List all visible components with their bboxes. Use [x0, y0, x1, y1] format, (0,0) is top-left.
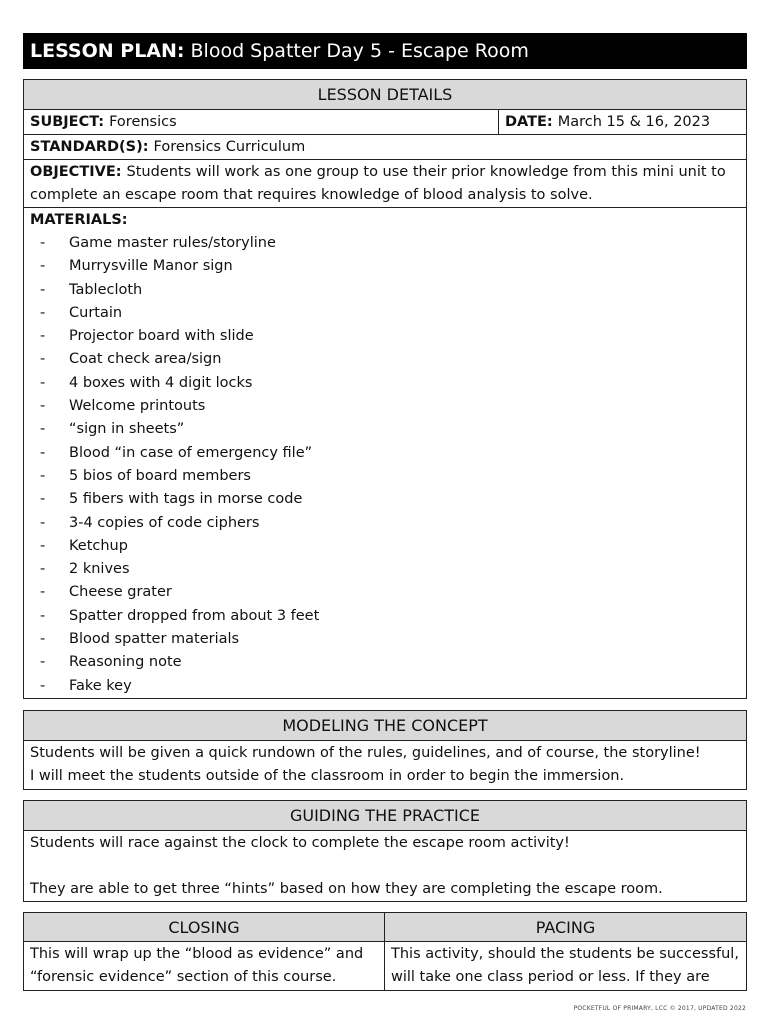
- closing-heading: CLOSING: [24, 913, 385, 941]
- list-dash: -: [40, 677, 46, 694]
- closing-pacing-heading-row: [24, 913, 746, 942]
- materials-item-text: Reasoning note: [69, 654, 182, 671]
- materials-list-item: [40, 302, 746, 325]
- materials-item-text: Tablecloth: [69, 281, 143, 298]
- materials-item-text: Coat check area/sign: [69, 351, 222, 368]
- list-dash: -: [40, 235, 46, 251]
- modeling-heading: MODELING THE CONCEPT: [24, 711, 746, 741]
- materials-list-item: [40, 535, 746, 558]
- copyright-footer: POCKETFUL OF PRIMARY, LCC © 2017, UPDATED 2022: [573, 1005, 746, 1012]
- date-label: DATE:: [505, 114, 553, 130]
- materials-label: MATERIALS:: [30, 212, 128, 228]
- subject-date-row: [24, 110, 746, 135]
- materials-item-text: Blood “in case of emergency file”: [69, 444, 313, 461]
- materials-list-item: [40, 651, 746, 674]
- guiding-line-1: Students will race against the clock to complete the escape room activity!: [30, 835, 570, 851]
- materials-item-text: Fake key: [69, 677, 132, 694]
- list-dash: -: [40, 514, 46, 531]
- materials-list-item: [40, 372, 746, 395]
- closing-text: This will wrap up the “blood as evidence” and “forensic evidence” section of this course.: [24, 942, 385, 990]
- modeling-line-1: Students will be given a quick rundown of the rules, guidelines, and of course, the storyline!: [30, 745, 701, 761]
- materials-list-item: [40, 605, 746, 628]
- page-title: Blood Spatter Day 5 - Escape Room: [190, 40, 529, 62]
- modeling-line-2: I will meet the students outside of the classroom in order to begin the immersion.: [30, 768, 625, 784]
- materials-row: [24, 208, 746, 698]
- objective-text: [24, 160, 746, 207]
- materials-item-text: 5 fibers with tags in morse code: [69, 491, 303, 508]
- materials-item-text: Murrysville Manor sign: [69, 258, 233, 275]
- lesson-details-section: [23, 79, 747, 699]
- materials-list-item: [40, 442, 746, 465]
- objective-label: OBJECTIVE:: [30, 164, 122, 180]
- list-dash: -: [40, 654, 46, 671]
- materials-item-text: Blood spatter materials: [69, 631, 240, 648]
- objective-value: Students will work as one group to use their prior knowledge from this mini unit to complete an escape room that requires knowledge of blood analysis to solve.: [30, 164, 726, 203]
- materials-list: [24, 232, 746, 698]
- lesson-details-heading: LESSON DETAILS: [24, 80, 746, 110]
- list-dash: -: [40, 631, 46, 648]
- materials-list-item: [40, 255, 746, 278]
- guiding-heading: GUIDING THE PRACTICE: [24, 801, 746, 831]
- materials-item-text: 3-4 copies of code ciphers: [69, 514, 260, 531]
- standards-row: [24, 135, 746, 160]
- list-dash: -: [40, 607, 46, 624]
- materials-list-item: [40, 558, 746, 581]
- list-dash: -: [40, 421, 46, 438]
- guiding-line-2: They are able to get three “hints” based on how they are completing the escape room.: [30, 881, 663, 897]
- list-dash: -: [40, 374, 46, 391]
- title-label: LESSON PLAN:: [30, 40, 185, 62]
- guiding-spacer: [30, 855, 740, 878]
- list-dash: -: [40, 398, 46, 415]
- date-cell: [499, 110, 710, 134]
- guiding-text: [24, 831, 746, 901]
- materials-item-text: Welcome printouts: [69, 398, 206, 415]
- materials-item-text: Spatter dropped from about 3 feet: [69, 607, 320, 624]
- materials-list-item: [40, 628, 746, 651]
- list-dash: -: [40, 281, 46, 298]
- materials-list-item: [40, 465, 746, 488]
- materials-item-text: 2 knives: [69, 561, 130, 578]
- materials-item-text: 4 boxes with 4 digit locks: [69, 374, 253, 391]
- closing-pacing-section: [23, 912, 747, 991]
- materials-list-item: [40, 348, 746, 371]
- materials-item-text: Projector board with slide: [69, 328, 254, 345]
- materials-list-item: [40, 675, 746, 698]
- materials-list-item: [40, 581, 746, 604]
- materials-list-item: [40, 325, 746, 348]
- closing-pacing-body-row: [24, 942, 746, 990]
- materials-list-item: [40, 232, 746, 255]
- materials-list-item: [40, 279, 746, 302]
- list-dash: -: [40, 258, 46, 275]
- date-value: March 15 & 16, 2023: [557, 114, 711, 130]
- list-dash: -: [40, 351, 46, 368]
- materials-item-text: Curtain: [69, 304, 123, 321]
- list-dash: -: [40, 584, 46, 601]
- pacing-text: This activity, should the students be successful, will take one class period or less. If they are: [391, 946, 739, 985]
- modeling-section: [23, 710, 747, 790]
- materials-item-text: Game master rules/storyline: [69, 235, 276, 251]
- list-dash: -: [40, 304, 46, 321]
- subject-cell: [24, 110, 499, 134]
- list-dash: -: [40, 444, 46, 461]
- subject-value: Forensics: [109, 114, 177, 130]
- standards-label: STANDARD(S):: [30, 139, 149, 155]
- subject-label: SUBJECT:: [30, 114, 105, 130]
- standards-value: Forensics Curriculum: [153, 139, 306, 155]
- lesson-plan-title-bar: [23, 33, 747, 69]
- materials-item-text: Ketchup: [69, 537, 128, 554]
- guiding-section: [23, 800, 747, 902]
- list-dash: -: [40, 328, 46, 345]
- list-dash: -: [40, 491, 46, 508]
- modeling-text: [24, 741, 746, 788]
- list-dash: -: [40, 561, 46, 578]
- materials-list-item: [40, 395, 746, 418]
- materials-list-item: [40, 488, 746, 511]
- list-dash: -: [40, 537, 46, 554]
- materials-list-item: [40, 418, 746, 441]
- materials-item-text: 5 bios of board members: [69, 467, 251, 484]
- objective-row: [24, 160, 746, 208]
- materials-item-text: “sign in sheets”: [69, 421, 185, 438]
- materials-list-item: [40, 512, 746, 535]
- materials-item-text: Cheese grater: [69, 584, 172, 601]
- list-dash: -: [40, 467, 46, 484]
- pacing-heading: PACING: [535, 917, 596, 937]
